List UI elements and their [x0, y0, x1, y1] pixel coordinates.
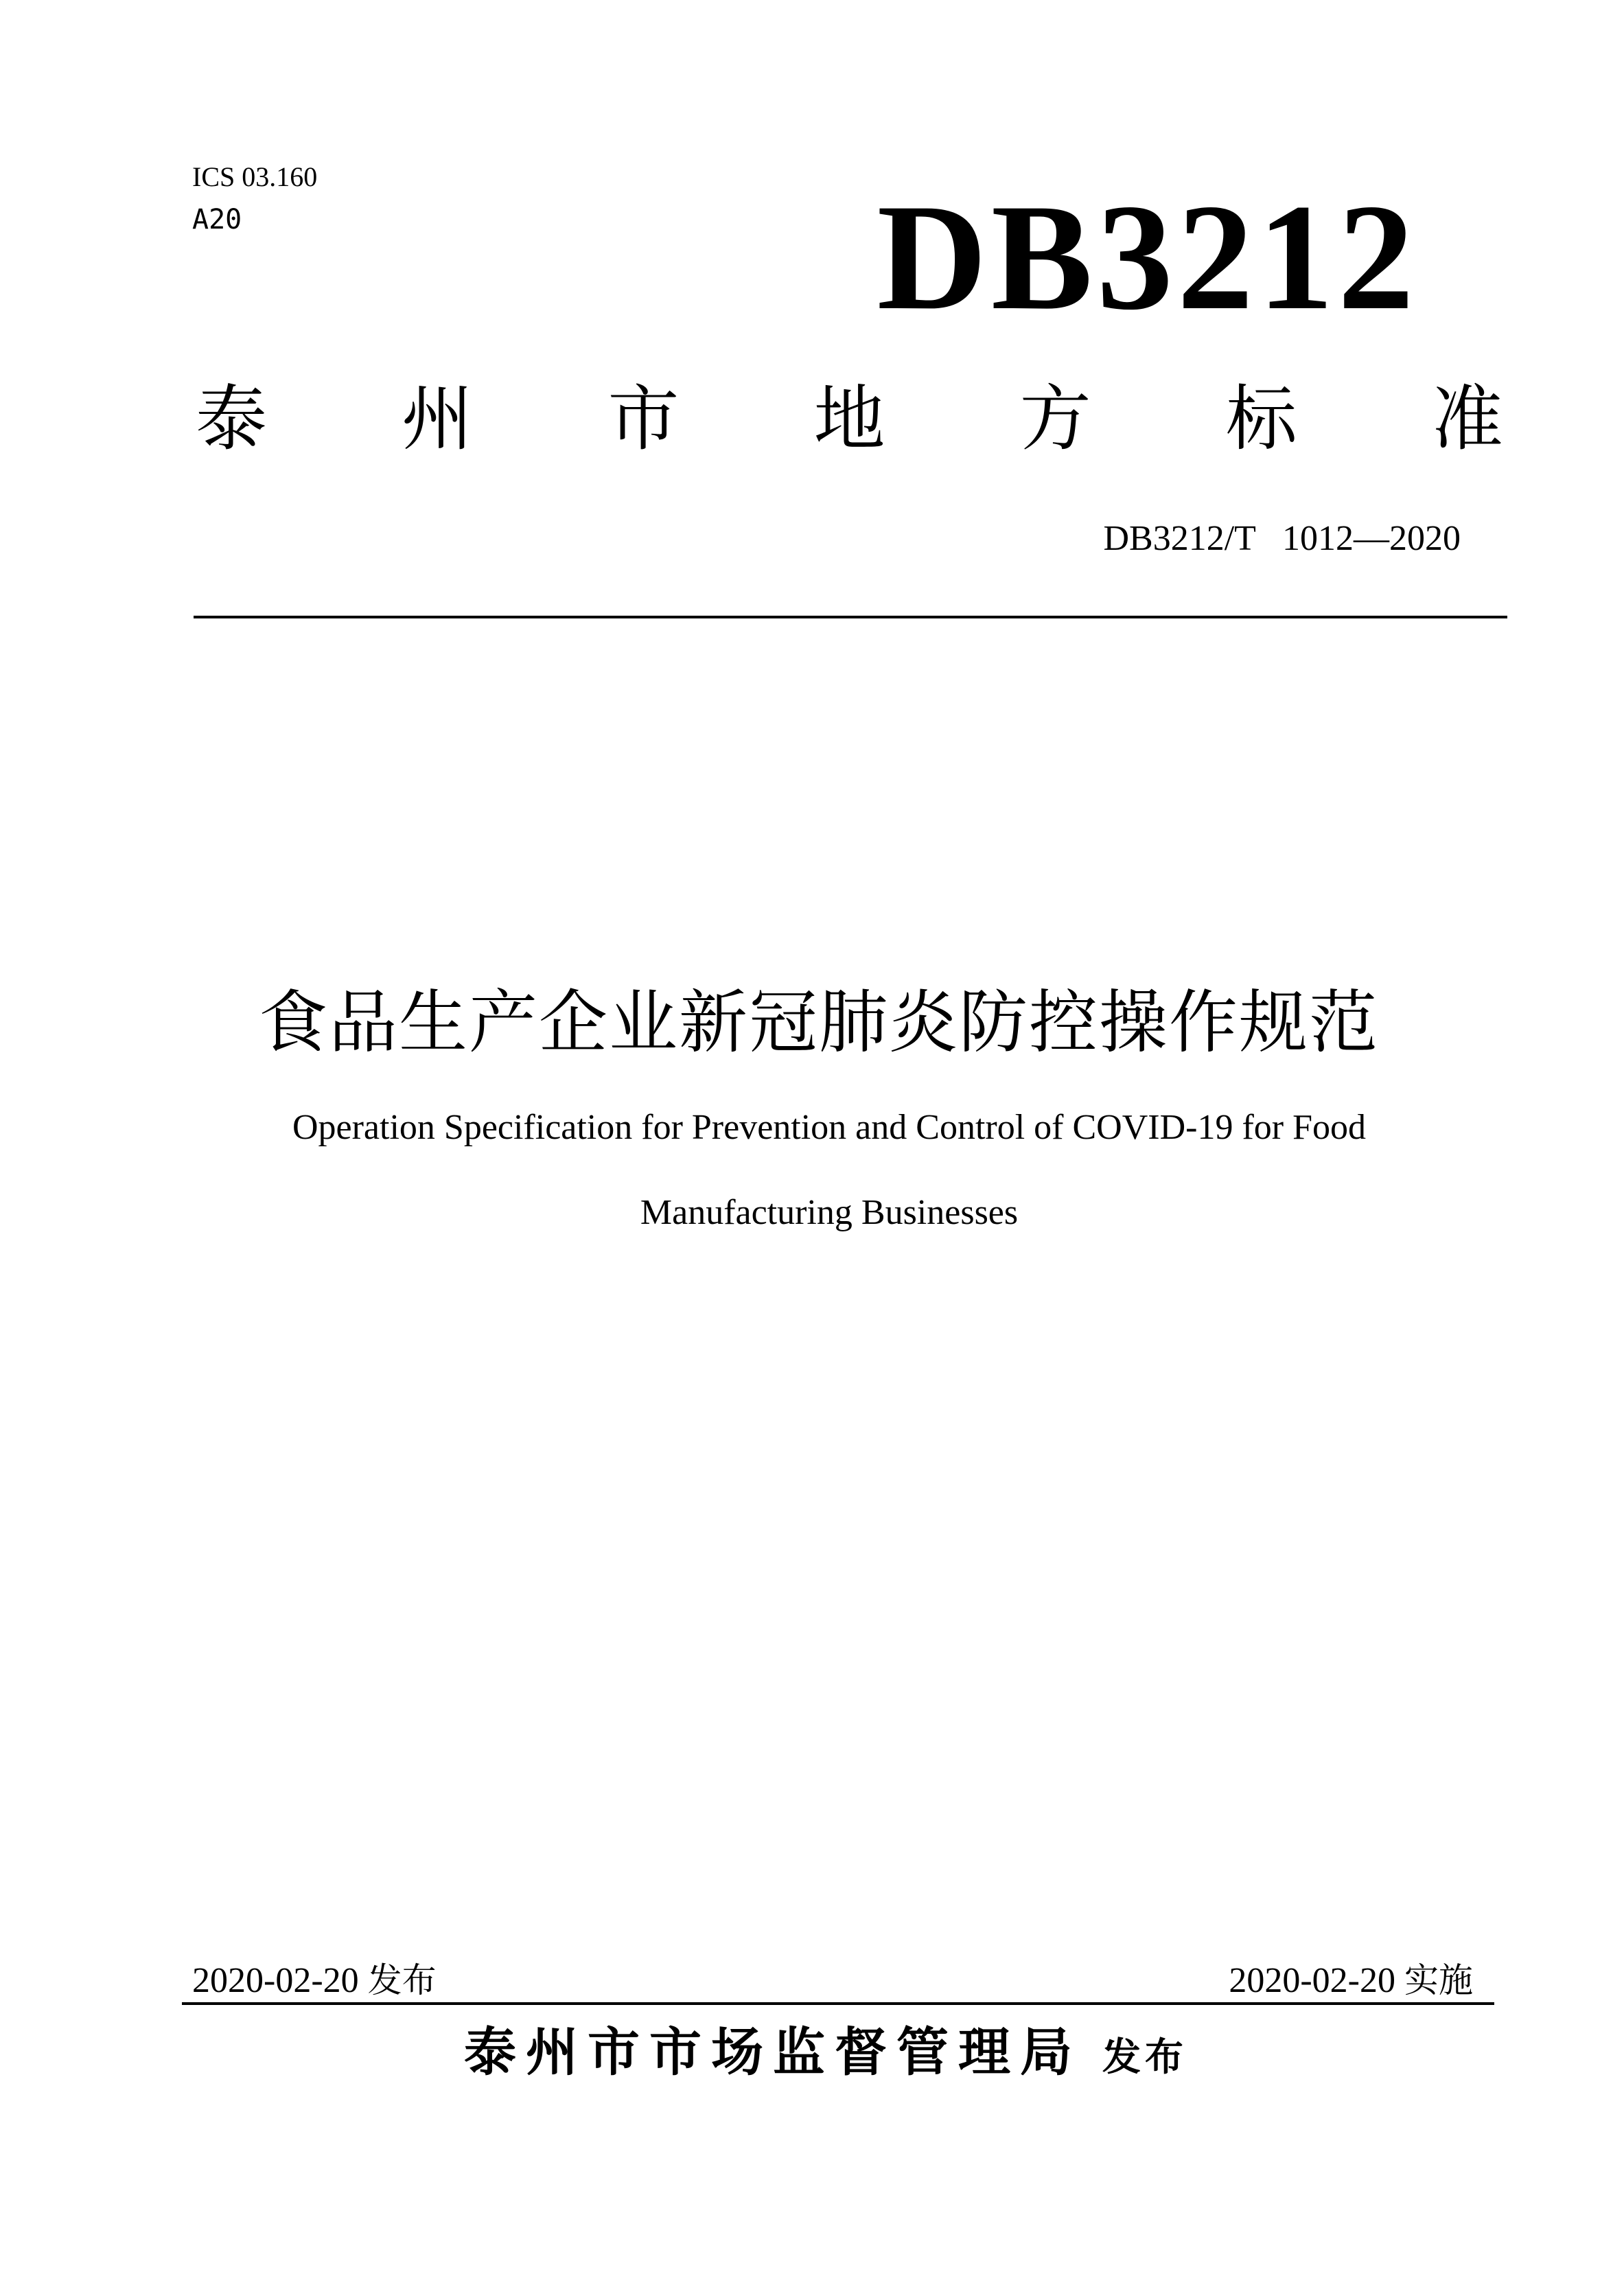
header-divider	[194, 616, 1507, 618]
standard-type-char: 地	[813, 377, 885, 461]
standard-type-char: 方	[1019, 377, 1091, 461]
standard-type-char: 标	[1225, 377, 1297, 461]
publish-label: 发布	[367, 1960, 437, 2000]
issuer-name: 泰州市市场监督管理局	[464, 2021, 1082, 2083]
standard-type-char: 州	[402, 377, 474, 461]
footer-divider	[182, 2002, 1494, 2005]
standard-type-char: 泰	[196, 377, 268, 461]
standard-number: DB3212/T 1012—2020	[1103, 519, 1461, 558]
standard-type-char: 市	[607, 377, 680, 461]
effective-date-block	[1229, 1956, 1473, 2005]
publish-date-block	[192, 1956, 437, 2005]
issuer-verb: 发布	[1102, 2035, 1187, 2080]
ics-code: ICS 03.160	[192, 161, 318, 192]
standard-type-heading	[196, 374, 1503, 463]
classification-code: A20	[192, 204, 242, 235]
effective-date: 2020-02-20	[1229, 1961, 1395, 2000]
document-title-english-line2: Manufacturing Businesses	[640, 1193, 1019, 1232]
publish-date: 2020-02-20	[192, 1961, 359, 2000]
document-title-english-line1: Operation Specification for Prevention and Control of COVID-19 for Food	[292, 1108, 1366, 1147]
standard-code-logo: DB3212	[877, 173, 1418, 342]
effective-label: 实施	[1404, 1960, 1473, 2000]
standard-type-char: 准	[1431, 377, 1503, 461]
document-title-chinese: 食品生产企业新冠肺炎防控操作规范	[259, 982, 1379, 1063]
issuer-line	[0, 2018, 1624, 2101]
